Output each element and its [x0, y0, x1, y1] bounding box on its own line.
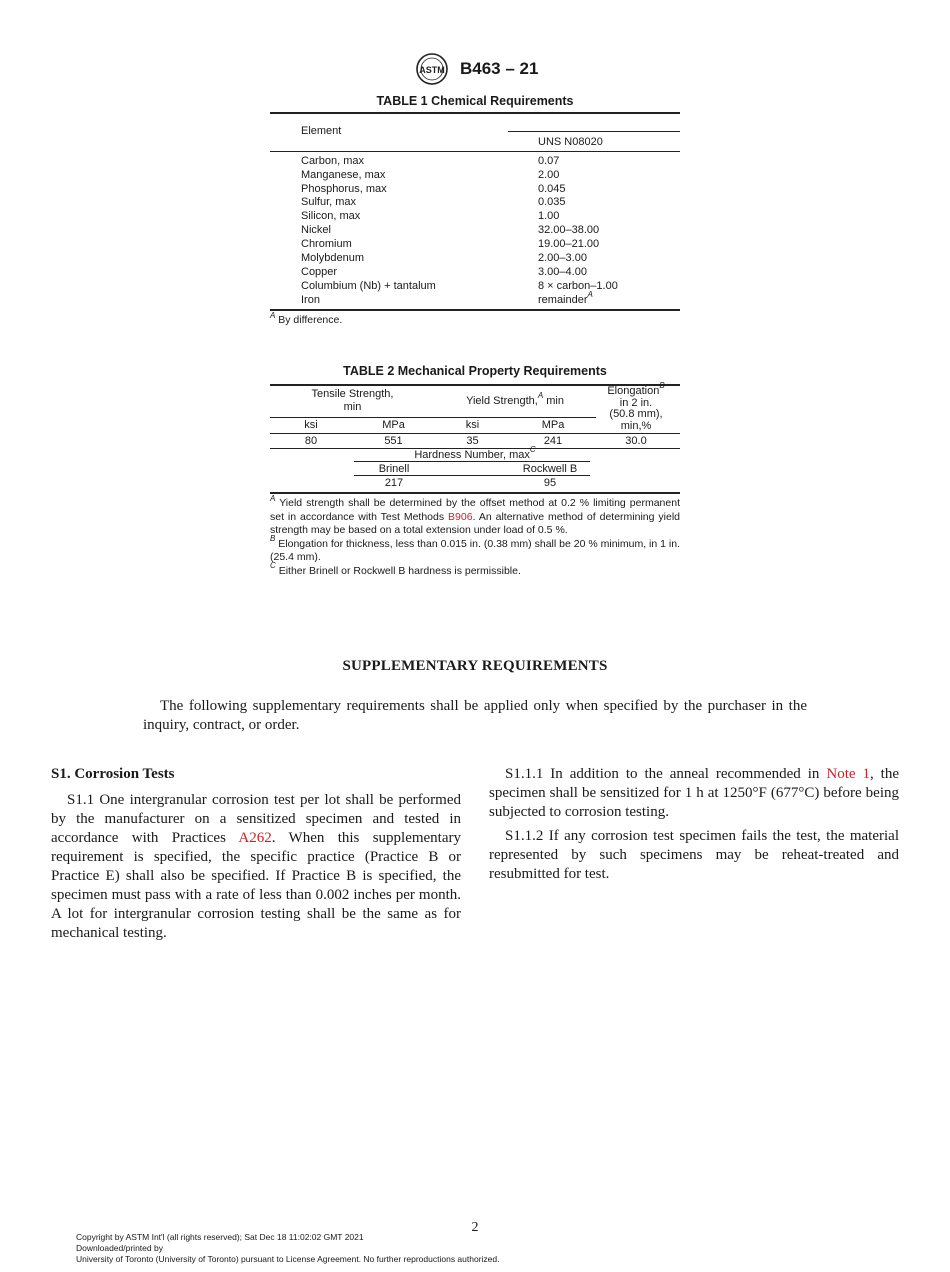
unit-mpa: MPa [541, 419, 565, 431]
table1-value: 8 × carbon–1.00 [538, 280, 618, 292]
document-header [0, 52, 950, 86]
table2-caption: TABLE 2 Mechanical Property Requirements [343, 364, 607, 378]
table1-value: 19.00–21.00 [538, 238, 600, 250]
brinell-label: Brinell [378, 463, 410, 475]
s1-1-text-end: . When this supplementary requirement is specified, the specific practice (Practice B or Practice E) shall also be specified. If Practice B is specified, the specimen must pass with a rate of less than 0.002 inches per month. A lot for intergranular corrosion testing shall be the same as for mechanical testing. [51, 830, 462, 941]
table1-col-uns: UNS N08020 [538, 136, 603, 148]
table1-row [270, 251, 680, 265]
elongation-value: 30.0 [625, 435, 647, 447]
table2-footnote-c [270, 561, 680, 579]
table1-element: Sulfur, max [301, 196, 357, 208]
tensile-min-label: min [343, 401, 362, 413]
table1-element: Molybdenum [301, 252, 364, 264]
footnote-a-text: Yield strength shall be determined by the offset method at 0.2 % limiting permanent set in accordance with Test Methods [270, 497, 680, 523]
hardness-label: Hardness Number, max [414, 449, 530, 461]
s1-1-1-text-end: , the specimen shall be sensitized for 1 h at 1250°F (677°C) before being subjected to corrosion testing. [489, 766, 899, 820]
table2-yield-header [435, 391, 595, 407]
unit-mpa: MPa [382, 419, 405, 431]
table1-value [538, 290, 593, 307]
table1-bottom-rule [270, 309, 680, 311]
tensile-label: Tensile Strength, [311, 388, 394, 400]
footnote-marker: C [270, 561, 276, 570]
footnote-a-text-end: . An alternative method of determining yield strength may be based on a total extension under load of 0.5 %. [270, 510, 680, 536]
table1-row [270, 209, 680, 223]
tensile-mpa-value: 551 [384, 435, 403, 447]
footnote-marker: A [537, 391, 544, 401]
table2-footnote-b [270, 534, 680, 565]
document-id: B463 – 21 [460, 59, 539, 78]
elongation-gauge-label: in 2 in. [619, 396, 653, 409]
table1-row [270, 154, 680, 168]
table2-bottom-rule [270, 492, 680, 494]
note-1-link[interactable]: Note 1 [826, 766, 870, 782]
table1-row [270, 168, 680, 182]
table1-header-rule [270, 151, 680, 152]
hardness-values-rule [354, 475, 590, 476]
s1-heading: S1. Corrosion Tests [51, 766, 175, 782]
table2-tensile-header [270, 388, 435, 414]
table1-element: Carbon, max [301, 155, 364, 167]
table2-units-rule [270, 417, 596, 418]
yield-min-label: min [543, 395, 564, 407]
s1-1-text: S1.1 One intergranular corrosion test per lot shall be performed by the manufacturer on a sensitized specimen and tested in accordance with Practices [51, 792, 461, 846]
s1-1-2-paragraph: S1.1.2 If any corrosion test specimen fails the test, the material represented by such specimens may be reheat-treated and resubmitted for test. [489, 828, 899, 882]
astm-logo-text: ASTM [418, 65, 445, 75]
footnote-marker: A [587, 290, 593, 300]
footnote-marker: C [529, 445, 536, 455]
tensile-ksi-value: 80 [304, 435, 318, 447]
elongation-unit-label: min,% [620, 419, 652, 432]
hardness-header [270, 445, 680, 461]
table1-row [270, 279, 680, 293]
table1-footnote-text: By difference. [278, 314, 343, 326]
table1-element: Phosphorus, max [301, 183, 387, 195]
left-column [51, 765, 461, 943]
hardness-sub-rule [354, 461, 590, 462]
table2-elongation-header [596, 381, 676, 432]
footnote-marker: B [659, 381, 665, 391]
supplementary-intro: The following supplementary requirements shall be applied only when specified by the purchaser in the inquiry, contract, or order. [143, 698, 807, 733]
table1-sub-rule [508, 131, 680, 132]
s1-1-1-paragraph [489, 765, 899, 822]
table1-value: 0.035 [538, 196, 566, 208]
table1-value: 2.00 [538, 169, 560, 181]
table1-row [270, 223, 680, 237]
yield-ksi-value: 35 [466, 435, 479, 447]
table1-element: Iron [301, 294, 320, 306]
table1-value: 3.00–4.00 [538, 266, 587, 278]
table1-top-rule [270, 112, 680, 114]
table2-footnotes [270, 493, 680, 578]
footer-downloaded: Downloaded/printed by [76, 1243, 163, 1253]
table1-element: Chromium [301, 238, 352, 250]
table1-value: 0.045 [538, 183, 566, 195]
table1-row [270, 195, 680, 209]
footer-license: University of Toronto (University of Toronto) pursuant to License Agreement. No further reproductions authorized. [76, 1254, 500, 1264]
yield-mpa-value: 241 [543, 435, 563, 447]
footnote-marker: B [270, 534, 276, 543]
footnote-b-text: Elongation for thickness, less than 0.015 in. (0.38 mm) shall be 20 % minimum, in 1 in. (25.4 mm). [270, 537, 680, 563]
s1-1-1-text: S1.1.1 In addition to the anneal recommended in [505, 766, 827, 782]
elongation-label: Elongation [607, 385, 660, 397]
unit-ksi: ksi [304, 419, 318, 431]
table1-iron-value: remainder [538, 294, 588, 306]
table1-caption: TABLE 1 Chemical Requirements [376, 94, 574, 108]
table1-element: Columbium (Nb) + tantalum [301, 280, 436, 292]
s1-1-paragraph [51, 791, 461, 943]
table1-value: 1.00 [538, 210, 560, 222]
astm-logo-icon [412, 52, 452, 86]
table1-row [270, 237, 680, 251]
footnote-marker: A [270, 310, 276, 320]
rockwell-value: 95 [543, 477, 557, 489]
brinell-value: 217 [384, 477, 404, 489]
table1-element: Copper [301, 266, 338, 278]
table1-row [270, 265, 680, 279]
copyright-footer [76, 1232, 500, 1265]
table2-footnote-a [270, 493, 680, 538]
table1-footnote [270, 310, 343, 326]
supplementary-title: SUPPLEMENTARY REQUIREMENTS [342, 658, 608, 674]
table1-row [270, 182, 680, 196]
table1-value: 32.00–38.00 [538, 224, 600, 236]
elongation-mm-label: (50.8 mm), [609, 408, 663, 420]
table1-element: Manganese, max [301, 169, 386, 181]
b906-link[interactable]: B906 [448, 510, 473, 523]
a262-link[interactable]: A262 [238, 830, 272, 846]
table1-value: 0.07 [538, 155, 560, 167]
yield-label: Yield Strength, [466, 395, 538, 407]
table1-value: 2.00–3.00 [538, 252, 587, 264]
footer-copyright: Copyright by ASTM Int'l (all rights reserved); Sat Dec 18 11:02:02 GMT 2021 [76, 1232, 364, 1242]
footnote-c-text: Either Brinell or Rockwell B hardness is permissible. [278, 564, 521, 577]
table1-col-element: Element [301, 125, 342, 137]
rockwell-label: Rockwell B [522, 463, 578, 475]
right-column [489, 765, 899, 884]
table2-values-rule [270, 433, 680, 434]
table1-row [270, 290, 680, 307]
table1-element: Nickel [301, 224, 331, 236]
unit-ksi: ksi [465, 419, 480, 431]
page-number: 2 [471, 1220, 479, 1235]
table1-element: Silicon, max [301, 210, 361, 222]
footnote-marker: A [270, 493, 276, 503]
